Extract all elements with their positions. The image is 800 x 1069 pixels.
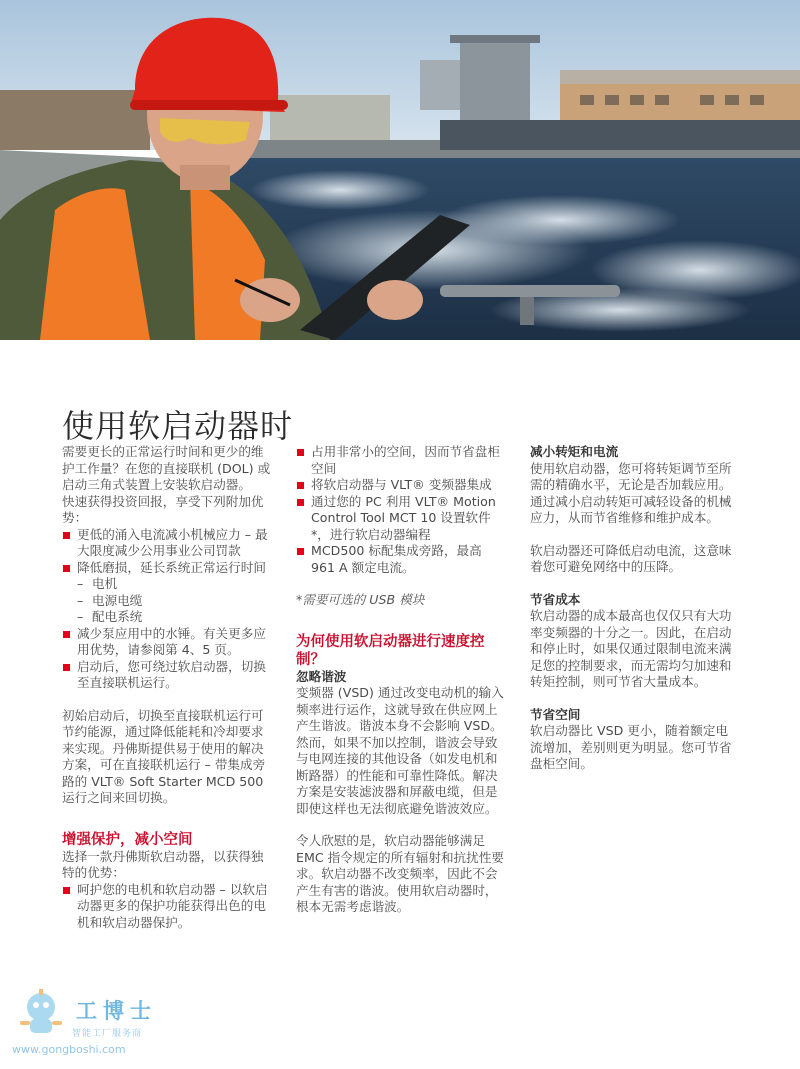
footnote: *需要可选的 USB 模块 (296, 592, 425, 607)
list-item: 通过您的 PC 利用 VLT® Motion Control Tool MCT 10 设置软件*，进行软启动器编程 (296, 494, 506, 544)
features-list (296, 444, 506, 576)
robot-mascot-icon (12, 985, 70, 1043)
subheading-cost: 节省成本 (530, 591, 581, 607)
page-title: 使用软启动器时 (62, 407, 294, 446)
list-item: 呵护您的电机和软启动器 – 以软启动器更多的保护功能获得出色的电机和软启动器保护。 (62, 882, 274, 932)
space-paragraph: 软启动器比 VSD 更小，随着额定电流增加，差别则更为明显。您可节省盘柜空间。 (530, 723, 732, 771)
column-3 (530, 444, 740, 773)
watermark-brand: 工博士 (76, 999, 157, 1023)
water-treatment-scene (0, 0, 800, 340)
torque-paragraph: 使用软启动器，您可将转矩调节至所需的精确水平，无论是否加载应用。通过减小启动转矩可减轻设备的机械应力，从而节省维修和维护成本。 (530, 460, 732, 525)
watermark-url: www.gongboshi.com (12, 1043, 126, 1056)
current-paragraph: 软启动器还可降低启动电流，这意味着您可避免网络中的压降。 (530, 542, 732, 574)
list-item: 占用非常小的空间，因而节省盘柜空间 (296, 444, 506, 477)
watermark-tagline: 智能工厂服务商 (72, 1029, 143, 1039)
emc-paragraph: 令人欣慰的是，软启动器能够满足 EMC 指令规定的所有辐射和抗扰性要求。软启动器不改变频率，因此不会产生有害的谐波。使用软启动器时，根本无需考虑谐波。 (296, 833, 504, 914)
list-item: MCD500 标配集成旁路，最高 961 A 额定电流。 (296, 543, 506, 576)
section-heading-protection: 增强保护，减小空间 (62, 831, 193, 848)
bypass-paragraph: 初始启动后，切换至直接联机运行可节约能源，通过降低能耗和冷却要求来实现。丹佛斯提供易于使用的解决方案，可在直接联机运行 – 带集成旁路的 VLT® Soft Starter MCD 500 运行之间来回切换。 (62, 707, 266, 805)
list-item-text: 降低磨损，延长系统正常运行时间 (77, 559, 266, 575)
benefits-lead: 快速获得投资回报，享受下列附加优势： (62, 493, 264, 525)
cost-paragraph: 软启动器的成本最高也仅仅只有大功率变频器的十分之一。因此，在启动和停止时，如果仅通过限制电流来满足您的控制要求，而无需均匀加速和转矩控制，则可节省大量成本。 (530, 608, 732, 689)
subheading-space: 节省空间 (530, 706, 581, 722)
intro-paragraph: 需要更长的正常运行时间和更少的维护工作量？在您的直接联机 (DOL) 或启动三角式装置上安装软启动器。 (62, 444, 271, 492)
subheading-harmonics: 忽略谐波 (296, 668, 347, 684)
list-item: 更低的涌入电流减小机械应力 – 最大限度减少公用事业公司罚款 (62, 527, 274, 560)
watermark (12, 985, 172, 1063)
benefits-list (62, 527, 274, 692)
protection-list (62, 882, 274, 932)
sub-list-item: – 配电系统 (62, 609, 274, 626)
harmonics-paragraph: 变频器 (VSD) 通过改变电动机的输入频率进行运作，这就导致在供应网上产生谐波。谐波本身不会影响 VSD。然而，如果不加以控制，谐波会导致与电网连接的其他设备（如发电机和断路器）的性能和可靠性降低。解决方案是安装滤波器和屏蔽电缆，但是即使这样也无法彻底避免谐波效应。 (296, 685, 504, 816)
section-heading-why: 为何使用软启动器进行速度控制？ (296, 633, 485, 668)
list-item: 将软启动器与 VLT® 变频器集成 (296, 477, 506, 494)
sub-list-item: – 电源电缆 (62, 593, 274, 610)
list-item (62, 560, 274, 626)
hero-photo (0, 0, 800, 340)
sub-list (62, 576, 274, 626)
list-item: 启动后，您可绕过软启动器，切换至直接联机运行。 (62, 659, 274, 692)
list-item: 减少泵应用中的水锤。有关更多应用优势，请参阅第 4、5 页。 (62, 626, 274, 659)
column-1 (62, 444, 274, 931)
subheading-torque: 减小转矩和电流 (530, 444, 619, 459)
column-2 (296, 444, 506, 916)
protection-lead: 选择一款丹佛斯软启动器，以获得独特的优势： (62, 848, 264, 880)
sub-list-item: – 电机 (62, 576, 274, 593)
